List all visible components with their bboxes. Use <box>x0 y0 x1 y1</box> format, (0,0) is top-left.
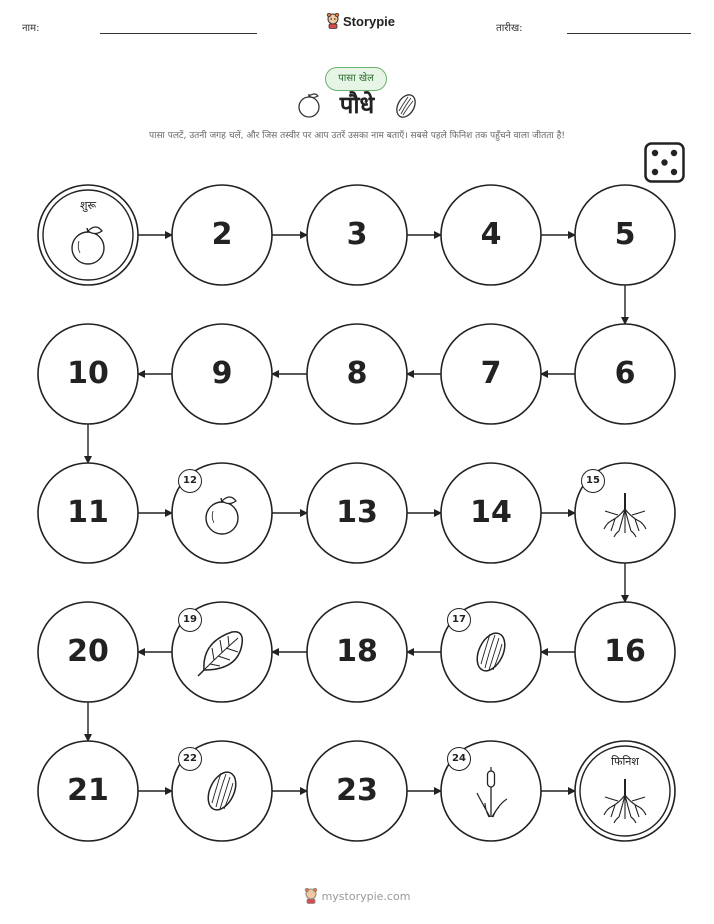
start-label: शुरू <box>79 199 97 212</box>
game-type-badge: पासा खेल <box>325 67 387 91</box>
name-label: नाम: <box>22 23 40 34</box>
finish-label: फिनिश <box>611 755 639 768</box>
mascot-icon <box>304 888 318 904</box>
brand-name: Storypie <box>343 13 396 29</box>
space-number: 20 <box>67 634 109 669</box>
space-number: 7 <box>480 356 502 391</box>
space-number: 23 <box>336 773 378 808</box>
space-number: 14 <box>470 495 512 530</box>
space-number-badge: 12 <box>178 469 202 493</box>
space-number: 2 <box>211 217 233 252</box>
space-number: 9 <box>211 356 233 391</box>
space-number: 8 <box>346 356 368 391</box>
space-number-badge: 22 <box>178 747 202 771</box>
page-title: पौधे <box>339 91 375 119</box>
footer-site: mystorypie.com <box>321 889 411 903</box>
space-number: 3 <box>346 217 368 252</box>
space-number-badge: 17 <box>447 608 471 632</box>
space-number: 16 <box>604 634 646 669</box>
instructions: पासा पलटें, उतनी जगह चलें, और जिस तस्वीर पर आप उतरें उसका नाम बताएँ। सबसे पहले फिनिश तक पहुँचने वाला जीतता है! <box>149 131 565 141</box>
footer <box>0 888 714 904</box>
space-number: 6 <box>614 356 636 391</box>
space-number: 5 <box>614 217 636 252</box>
space-number: 11 <box>67 495 109 530</box>
space-number-badge: 19 <box>178 608 202 632</box>
space-number: 21 <box>67 773 109 808</box>
space-number: 13 <box>336 495 378 530</box>
space-number-badge: 24 <box>447 747 471 771</box>
space-number-badge: 15 <box>581 469 605 493</box>
space-number: 10 <box>67 356 109 391</box>
space-number: 4 <box>480 217 502 252</box>
space-number: 18 <box>336 634 378 669</box>
date-label: तारीख: <box>496 23 523 34</box>
